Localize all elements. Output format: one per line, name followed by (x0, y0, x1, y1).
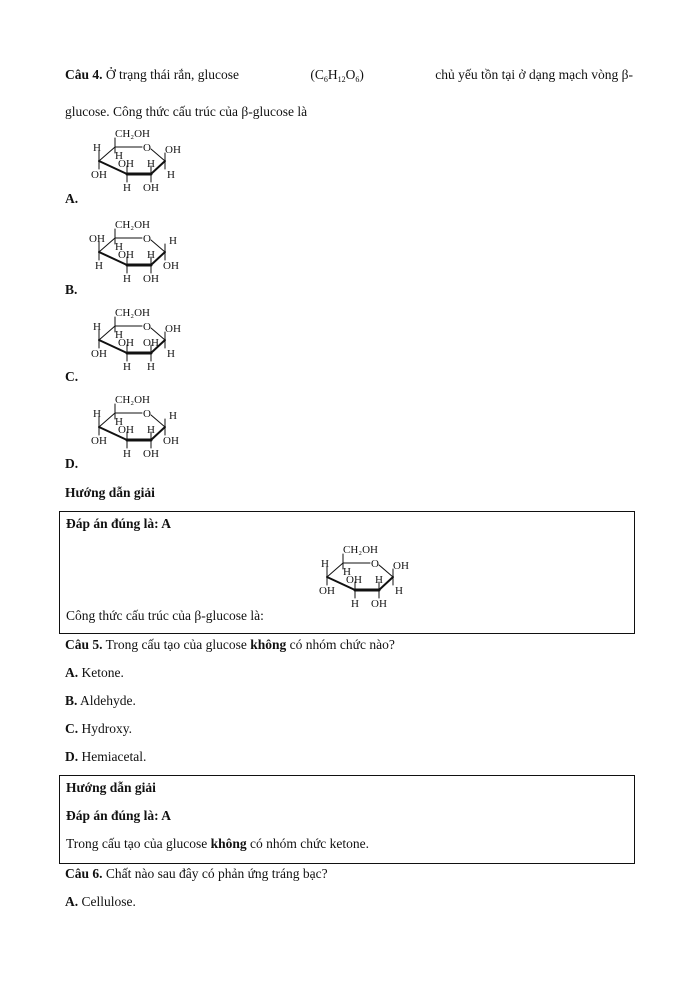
question-5-explanation: Trong cấu tạo của glucose không có nhóm chức ketone. (66, 836, 370, 851)
c3-up-label: OH (346, 574, 362, 586)
ch2oh-label: CH₂OH (343, 544, 379, 556)
c5-left-label: H (93, 142, 101, 154)
c5-down-label: H (115, 241, 123, 253)
ch2oh-label: CH₂OH (115, 307, 151, 319)
ring-oxygen-label: O (143, 321, 151, 333)
ring-oxygen-label: O (371, 558, 379, 570)
c1-down-label: OH (163, 260, 179, 272)
c3-up-label: OH (118, 337, 134, 349)
ring-bond-c4-c5 (99, 413, 115, 427)
c2-down-label: H (147, 361, 155, 373)
ring-oxygen-label: O (143, 233, 151, 245)
question-5-answer-box (59, 775, 635, 864)
ring-oxygen-label: O (143, 142, 151, 154)
c3-up-label: OH (118, 249, 134, 261)
c2-up-label: OH (143, 337, 159, 349)
c3-down-label: H (123, 361, 131, 373)
option-a-structure[interactable] (85, 127, 185, 203)
question-6-option-a[interactable]: A. Cellulose. (65, 894, 136, 909)
question-4-answer: Đáp án đúng là: A (66, 516, 172, 531)
c1-up-label: OH (393, 560, 409, 572)
c3-down-label: H (123, 448, 131, 460)
ch2oh-label: CH₂OH (115, 394, 151, 406)
haworth-ring-svg (85, 127, 185, 199)
c5-down-label: H (115, 150, 123, 162)
glucose-formula: $(C_6H_{12}O_6)$ (310, 67, 364, 84)
c1-down-label: H (395, 585, 403, 597)
question-5-text: Câu 5. Trong cấu tạo của glucose không có nhóm chức nào? (65, 637, 395, 652)
c1-down-label: H (167, 169, 175, 181)
c4-left-label: OH (91, 435, 107, 447)
question-5-number: Câu 5. (65, 637, 103, 652)
haworth-ring-svg (85, 218, 185, 290)
c2-up-label: H (147, 424, 155, 436)
c4-left-label: OH (91, 348, 107, 360)
c3-down-label: H (351, 598, 359, 610)
question-6-text: Câu 6. Chất nào sau đây có phản ứng tráng bạc? (65, 866, 328, 881)
c2-up-label: H (147, 249, 155, 261)
ch2oh-label: CH₂OH (115, 128, 151, 140)
question-5-answer: Đáp án đúng là: A (66, 808, 172, 823)
question-4-guide-heading: Hướng dẫn giải (65, 485, 155, 500)
c2-down-label: OH (143, 182, 159, 194)
c3-up-label: OH (118, 158, 134, 170)
ch2oh-label: CH₂OH (115, 219, 151, 231)
c5-down-label: H (343, 566, 351, 578)
question-4-line-2: glucose. Công thức cấu trúc của β-glucose là (65, 104, 308, 119)
c2-up-label: H (375, 574, 383, 586)
option-d-structure[interactable] (85, 393, 185, 469)
c3-down-label: H (123, 182, 131, 194)
c3-down-label: H (123, 273, 131, 285)
question-5-option-a[interactable]: A. Ketone. (65, 665, 124, 680)
option-a-label[interactable]: A. (65, 191, 79, 206)
c1-up-label: OH (165, 144, 181, 156)
c5-left-label: H (93, 321, 101, 333)
question-4-text-part2: chủ yếu tồn tại ở dạng mạch vòng β- (435, 67, 633, 82)
c2-down-label: OH (371, 598, 387, 610)
option-b-structure[interactable] (85, 218, 185, 294)
ring-oxygen-label: O (143, 408, 151, 420)
c5-left-label: H (321, 558, 329, 570)
c4-left-label: OH (319, 585, 335, 597)
question-4-text-part1: Ở trạng thái rắn, glucose (105, 67, 239, 82)
question-4-answer-box (59, 511, 635, 634)
c2-down-label: OH (143, 273, 159, 285)
c1-up-label: OH (165, 323, 181, 335)
c5-left-label: H (93, 408, 101, 420)
question-5-option-b[interactable]: B. Aldehyde. (65, 693, 136, 708)
c4-left-label: OH (91, 169, 107, 181)
haworth-ring-svg (85, 306, 185, 378)
c1-up-label: H (169, 410, 177, 422)
haworth-ring-svg (313, 543, 413, 615)
c5-down-label: H (115, 329, 123, 341)
c3-up-label: OH (118, 424, 134, 436)
c2-down-label: OH (143, 448, 159, 460)
haworth-ring-svg (85, 393, 185, 465)
ring-bond-c4-c5 (99, 147, 115, 161)
ring-bond-c4-c5 (99, 326, 115, 340)
c5-left-label: OH (89, 233, 105, 245)
c1-up-label: H (169, 235, 177, 247)
option-c-label[interactable]: C. (65, 369, 79, 384)
option-b-label[interactable]: B. (65, 282, 78, 297)
c5-down-label: H (115, 416, 123, 428)
c1-down-label: H (167, 348, 175, 360)
option-c-structure[interactable] (85, 306, 185, 382)
question-6-number: Câu 6. (65, 866, 103, 881)
question-4-line-1 (65, 66, 633, 84)
question-4-number: Câu 4. (65, 67, 103, 82)
question-4-explanation: Công thức cấu trúc của β-glucose là: (66, 608, 264, 623)
option-d-label[interactable]: D. (65, 456, 79, 471)
question-5-option-d[interactable]: D. Hemiacetal. (65, 749, 147, 764)
ring-bond-c4-c5 (327, 563, 343, 577)
question-5-option-c[interactable]: C. Hydroxy. (65, 721, 132, 736)
c1-down-label: OH (163, 435, 179, 447)
answer-structure (313, 543, 413, 619)
c4-left-label: H (95, 260, 103, 272)
c2-up-label: H (147, 158, 155, 170)
question-5-guide-heading: Hướng dẫn giải (66, 780, 156, 795)
